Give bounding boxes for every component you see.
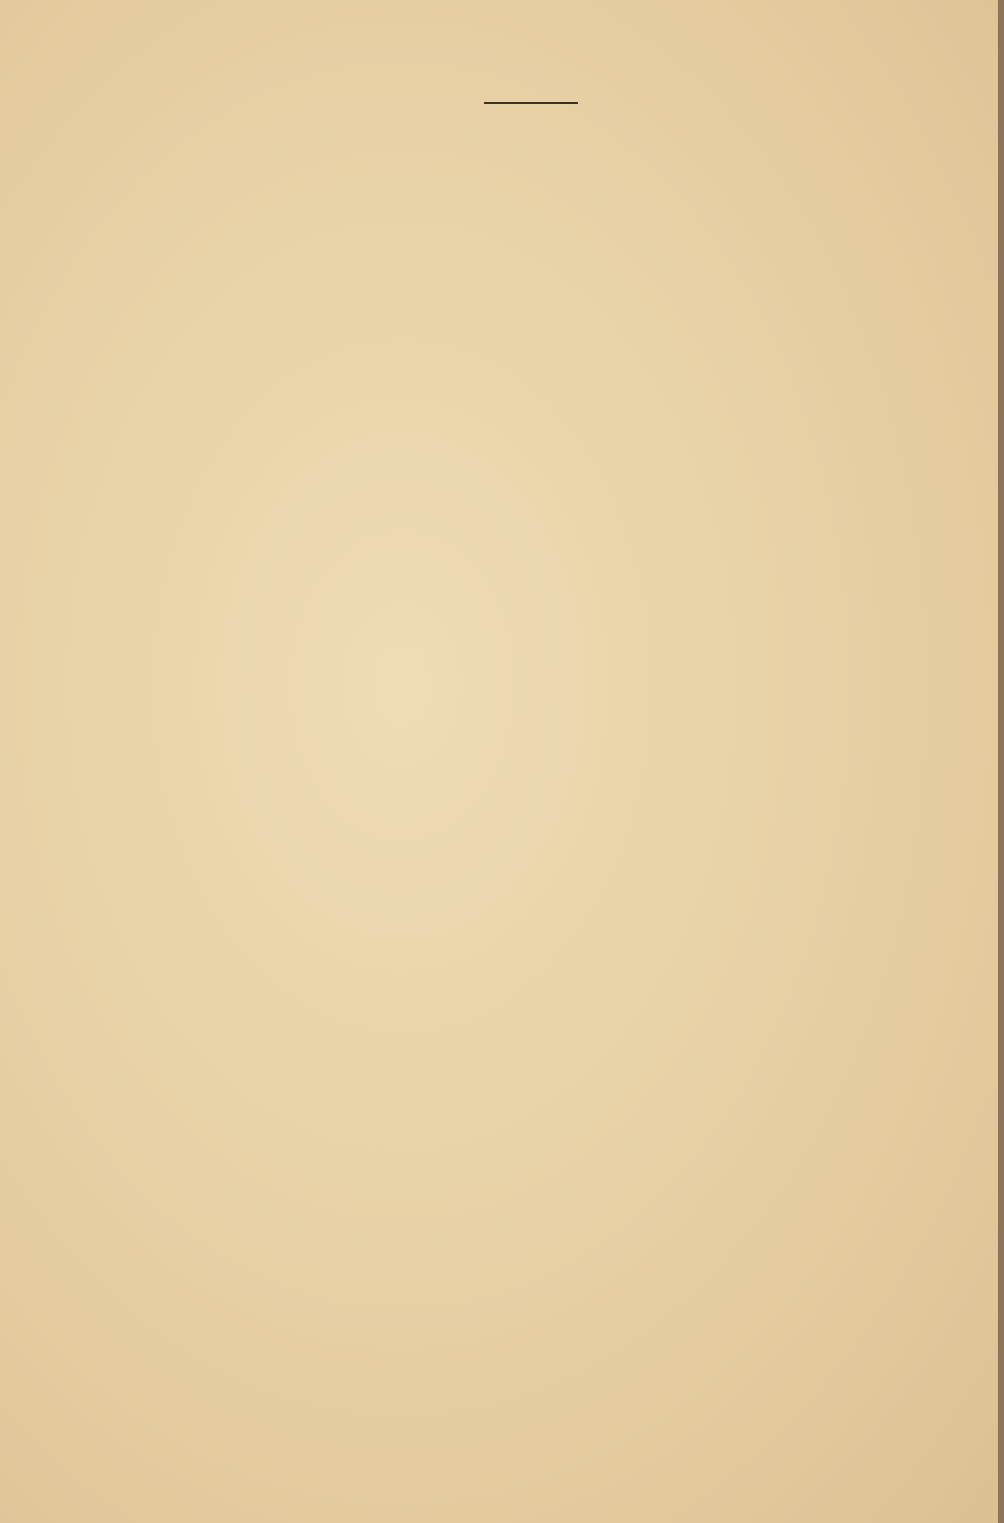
page-number-rule — [484, 102, 578, 104]
page-edge — [998, 0, 1004, 1523]
